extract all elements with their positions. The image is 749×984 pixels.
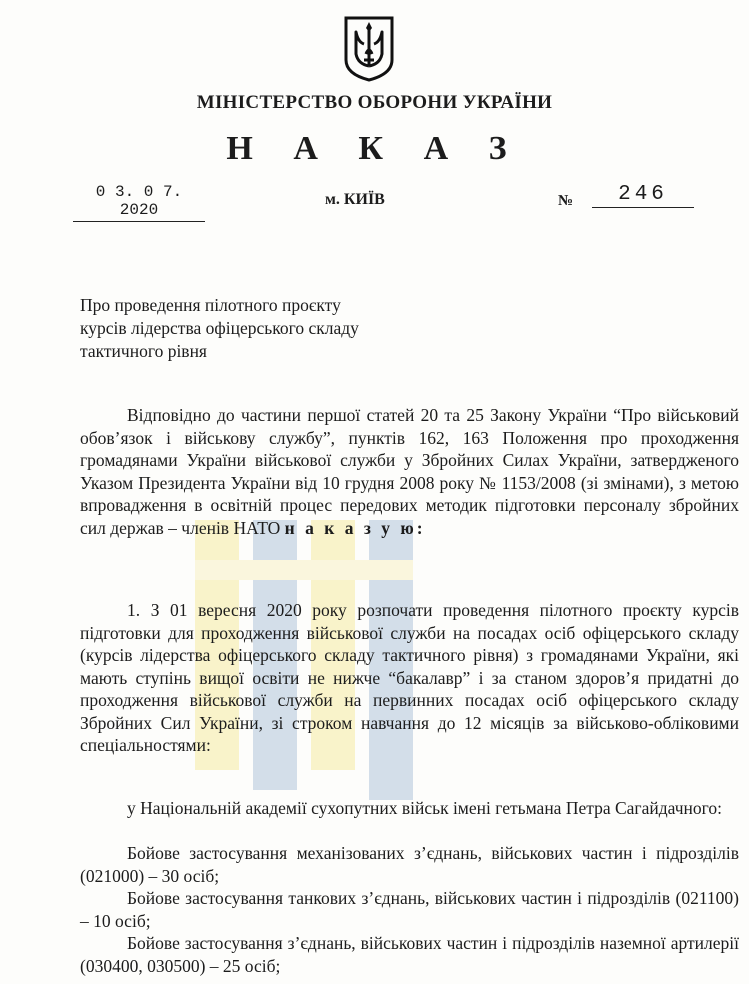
academy-line: у Національній академії сухопутних військ імені гетьмана Петра Сагайдачного:: [127, 798, 722, 818]
order-city: м. КИЇВ: [325, 191, 385, 208]
subject-line: тактичного рівня: [80, 341, 207, 361]
order-subject: [80, 294, 420, 363]
order-date: 0 3. 0 7. 2020: [73, 183, 205, 222]
preamble-text: Відповідно до частини першої статей 20 та 25 Закону України “Про військовий обов’язок і військову службу”, пунктів 162, 163 Положення про проходження громадянами України військової служби у Збройних Силах України, затвердженого Указом Президента України від 10 грудня 2008 року № 1153/2008 (зі змінами), з метою впровадження в освітній процес передових методик підготовки персоналу збройних сил держав – членів НАТО: [80, 405, 739, 538]
ministry-heading: МІНІСТЕРСТВО ОБОРОНИ УКРАЇНИ: [196, 92, 553, 113]
number-sign: №: [558, 193, 574, 209]
order-title: Н А К А З: [226, 130, 523, 167]
preamble-paragraph: [80, 404, 739, 539]
specialty-item: Бойове застосування з’єднань, військових частин і підрозділів наземної артилерії (030400, 030500) – 25 осіб;: [80, 933, 739, 976]
order-number: 246: [592, 183, 694, 208]
order-word: н а к а з у ю:: [284, 517, 426, 538]
item-1-paragraph: 1. З 01 вересня 2020 року розпочати проведення пілотного проєкту курсів підготовки для проходження військової служби на посадах осіб офіцерського складу (курсів лідерства офіцерського складу тактичного рівня) з громадянами України, які мають ступінь вищої освіти не нижче “бакалавр” і за станом здоров’я придатні до проходження військової служби на первинних посадах осіб офіцерського складу Збройних Сил України, зі строком навчання до 12 місяців за військово-обліковими спеціальностями:: [80, 600, 739, 755]
trident-emblem-icon: [344, 16, 394, 82]
specialty-item: Бойове застосування механізованих з’єднань, військових частин і підрозділів (021000) – 30 осіб;: [80, 843, 739, 886]
subject-line: курсів лідерства офіцерського складу: [80, 318, 359, 338]
subject-line: Про проведення пілотного проєкту: [80, 295, 341, 315]
specialty-item: Бойове застосування танкових з’єднань, військових частин і підрозділів (021100) – 10 осіб;: [80, 888, 739, 931]
